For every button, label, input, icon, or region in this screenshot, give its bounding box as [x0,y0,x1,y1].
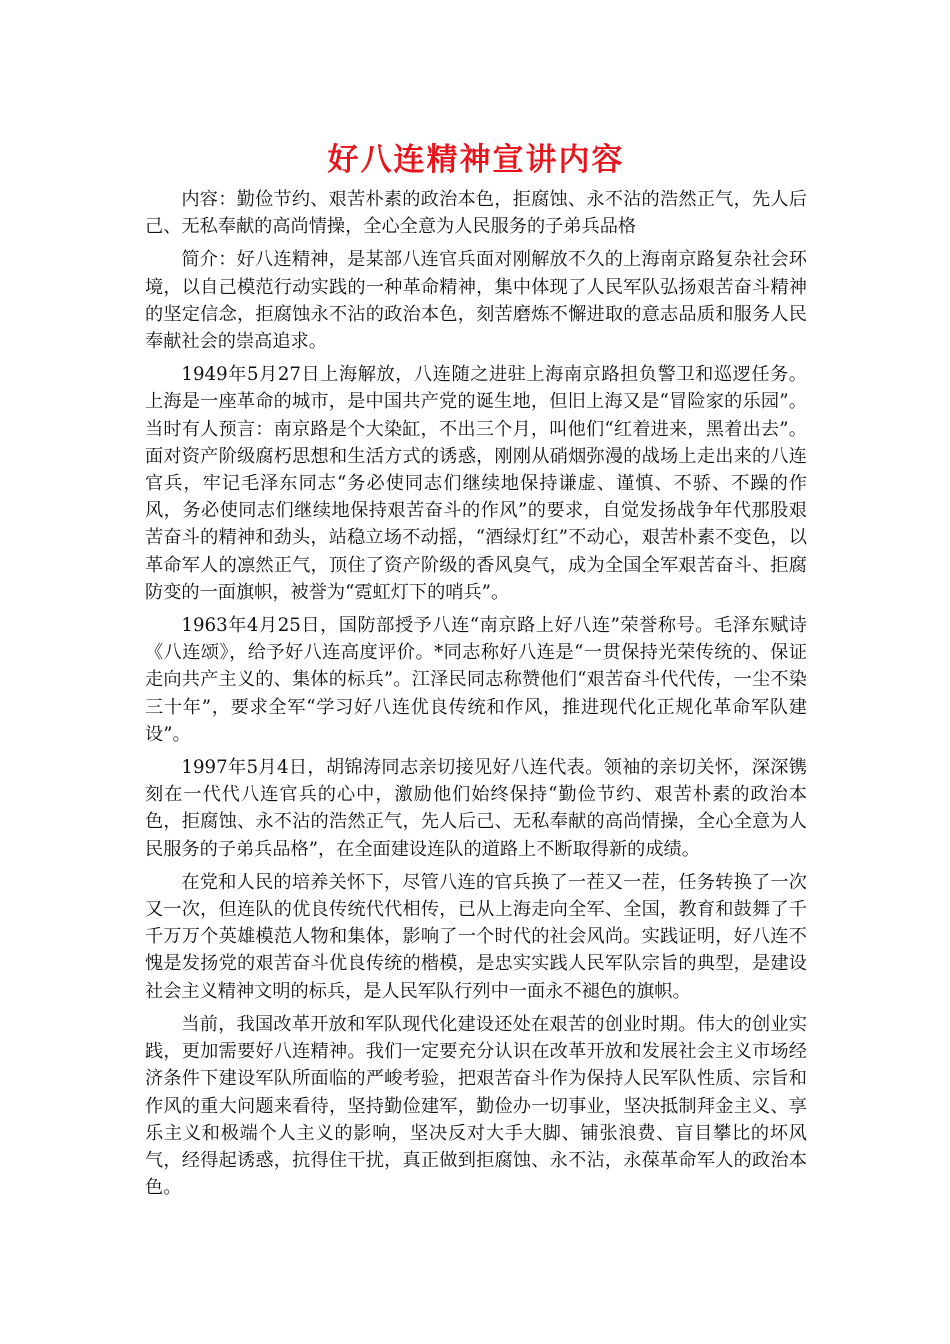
paragraph-summary: 简介：好八连精神，是某部八连官兵面对刚解放不久的上海南京路复杂社会环境，以自己模范行动实践的一种革命精神，集中体现了人民军队弘扬艰苦奋斗精神的坚定信念，拒腐蚀永不沾的政治本色，刻苦磨炼不懈进取的意志品质和服务人民奉献社会的崇高追求。 [145,249,807,353]
paragraph-1963: 1963年4月25日，国防部授予八连“南京路上好八连”荣誉称号。毛泽东赋诗《八连颂》，给予好八连高度评价。*同志称好八连是“一贯保持光荣传统的、保证走向共产主义的、集体的标兵”。江泽民同志称赞他们“艰苦奋斗代代传，一尘不染三十年”，要求全军“学习好八连优良传统和作风，推进现代化正规化革命军队建设”。 [145,615,807,745]
paragraph-current: 当前，我国改革开放和军队现代化建设还处在艰苦的创业时期。伟大的创业实践，更加需要好八连精神。我们一定要充分认识在改革开放和发展社会主义市场经济条件下建设军队所面临的严峻考验，把艰苦奋斗作为保持人民军队性质、宗旨和作风的重大问题来看待，坚持勤俭建军，勤俭办一切事业，坚决抵制拜金主义、享乐主义和极端个人主义的影响，坚决反对大手大脚、铺张浪费、盲目攀比的坏风气，经得起诱惑，抗得住干扰，真正做到拒腐蚀、永不沾，永葆革命军人的政治本色。 [145,1013,807,1199]
paragraph-intro-content: 内容：勤俭节约、艰苦朴素的政治本色，拒腐蚀、永不沾的浩然正气，先人后己、无私奉献的高尚情操，全心全意为人民服务的子弟兵品格 [145,189,807,238]
paragraph-tradition: 在党和人民的培养关怀下，尽管八连的官兵换了一茬又一茬，任务转换了一次又一次，但连队的优良传统代代相传，已从上海走向全军、全国，教育和鼓舞了千千万万个英雄模范人物和集体，影响了一个时代的社会风尚。实践证明，好八连不愧是发扬党的艰苦奋斗优良传统的楷模，是忠实实践人民军队宗旨的典型，是建设社会主义精神文明的标兵，是人民军队行列中一面永不褪色的旗帜。 [145,871,807,1002]
paragraph-1949: 1949年5月27日上海解放，八连随之进驻上海南京路担负警卫和巡逻任务。上海是一座革命的城市，是中国共产党的诞生地，但旧上海又是“冒险家的乐园”。当时有人预言：南京路是个大染缸，不出三个月，叫他们“红着进来，黑着出去”。面对资产阶级腐朽思想和生活方式的诱惑，刚刚从硝烟弥漫的战场上走出来的八连官兵，牢记毛泽东同志“务必使同志们继续地保持谦虚、谨慎、不骄、不躁的作风，务必使同志们继续地保持艰苦奋斗的作风”的要求，自觉发扬战争年代那股艰苦奋斗的精神和劲头，站稳立场不动摇，“酒绿灯红”不动心，艰苦朴素不变色，以革命军人的凛然正气，顶住了资产阶级的香风臭气，成为全国全军艰苦奋斗、拒腐防变的一面旗帜，被誉为“霓虹灯下的哨兵”。 [145,364,807,603]
document-page [145,138,807,1207]
paragraph-1997: 1997年5月4日，胡锦涛同志亲切接见好八连代表。领袖的亲切关怀，深深镌刻在一代代八连官兵的心中，激励他们始终保持“勤俭节约、艰苦朴素的政治本色，拒腐蚀、永不沾的浩然正气，先人后己、无私奉献的高尚情操，全心全意为人民服务的子弟兵品格”，在全面建设连队的道路上不断取得新的成绩。 [145,757,807,860]
document-title: 好八连精神宣讲内容 [327,142,625,178]
